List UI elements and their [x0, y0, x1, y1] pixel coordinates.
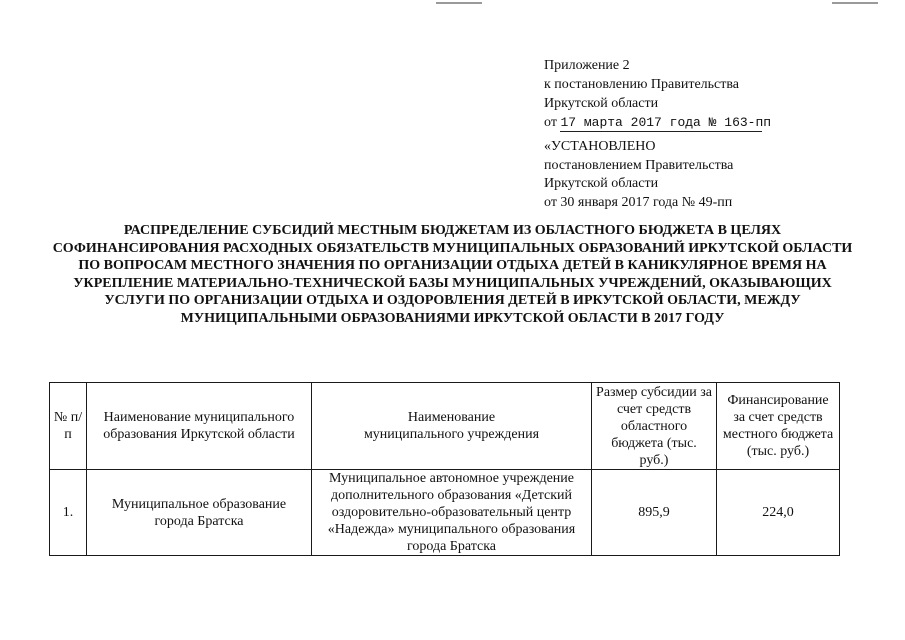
header-num: № п/п [50, 383, 87, 470]
cell-regional-subsidy: 895,9 [592, 470, 717, 556]
appendix-date-prefix: от [544, 115, 557, 130]
cell-municipality: Муниципальное образование города Братска [87, 470, 312, 556]
approval-line-3: Иркутской области [544, 176, 659, 191]
approval-line-2: постановлением Правительства [544, 157, 734, 173]
cell-institution: Муниципальное автономное учреждение дополнительного образования «Детский оздоровительно-образовательный центр «Надежда» муниципального образования города Братска [312, 470, 592, 556]
appendix-line-2: к постановлению Правительства [544, 77, 740, 92]
document-title: РАСПРЕДЕЛЕНИЕ СУБСИДИЙ МЕСТНЫМ БЮДЖЕТАМ ИЗ ОБЛАСТНОГО БЮДЖЕТА В ЦЕЛЯХ СОФИНАНСИРОВАНИЯ РАСХОДНЫХ ОБЯЗАТЕЛЬСТВ МУНИЦИПАЛЬНЫХ ОБРАЗОВАНИЙ ИРКУТСКОЙ ОБЛАСТИ ПО ВОПРОСАМ МЕСТНОГО ЗНАЧЕНИЯ ПО ОРГАНИЗАЦИИ ОТДЫХА ДЕТЕЙ В КАНИКУЛЯРНОЕ ВРЕМЯ НА УКРЕПЛЕНИЕ МАТЕРИАЛЬНО-ТЕХНИЧЕСКОЙ БАЗЫ МУНИЦИПАЛЬНЫХ УЧРЕЖДЕНИЙ, ОКАЗЫВАЮЩИХ УСЛУГИ ПО ОРГАНИЗАЦИИ ОТДЫХА И ОЗДОРОВЛЕНИЯ ДЕТЕЙ В ИРКУТСКОЙ ОБЛАСТИ, МЕЖДУ МУНИЦИПАЛЬНЫМИ ОБРАЗОВАНИЯМИ ИРКУТСКОЙ ОБЛАСТИ В 2017 ГОДУ [52, 223, 853, 326]
scan-mark-right [832, 2, 878, 4]
cell-num: 1. [50, 470, 87, 556]
appendix-line-3: Иркутской области [544, 96, 659, 111]
cell-local-financing: 224,0 [717, 470, 840, 556]
approval-line-4: от 30 января 2017 года № 49-пп [544, 194, 733, 210]
appendix-block [544, 56, 844, 132]
approval-line-1: «УСТАНОВЛЕНО [544, 139, 656, 154]
header-municipality: Наименование муниципального образования Иркутской области [87, 383, 312, 470]
table-header-row [50, 383, 840, 470]
appendix-date-line [544, 113, 844, 132]
appendix-line-1: Приложение 2 [544, 58, 630, 73]
header-regional-subsidy: Размер субсидии за счет средств областного бюджета (тыс. руб.) [592, 383, 717, 470]
approval-block [544, 138, 844, 212]
subsidy-table [49, 382, 840, 556]
table-row [50, 470, 840, 556]
header-local-financing: Финансирование за счет средств местного бюджета (тыс. руб.) [717, 383, 840, 470]
appendix-typed-date: 17 марта 2017 года № 163-пп [560, 115, 772, 130]
header-institution: Наименование муниципального учреждения [312, 383, 592, 470]
scan-mark-left [436, 2, 482, 4]
